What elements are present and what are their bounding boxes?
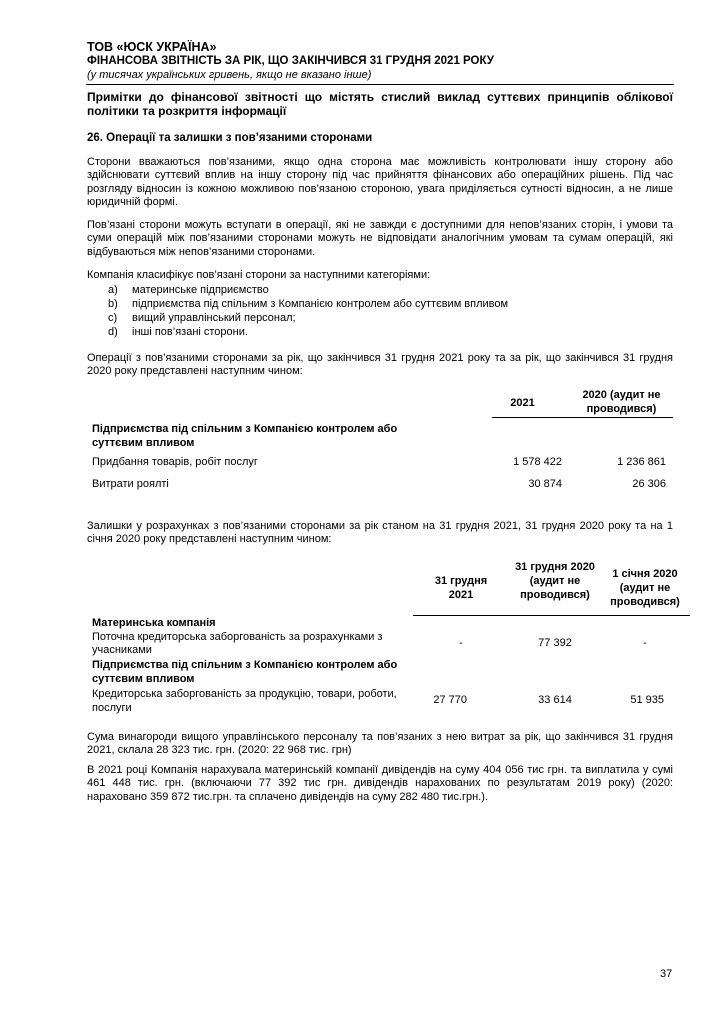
list-item-text: підприємства під спільним з Компанією контролем або суттєвим впливом — [132, 298, 509, 310]
paragraph-management-remuneration: Сума винагороди вищого управлінського персоналу та пов’язаних з нею витрат за рік, що закінчився 31 грудня 2021, склала 28 323 тис. грн. (2020: 22 968 тис. грн) — [87, 731, 673, 757]
table-header-2021: 2021 — [510, 397, 535, 409]
table-row-label: Придбання товарів, робіт послуг — [92, 456, 258, 468]
list-item — [108, 283, 508, 297]
table-group-label: Материнська компанія — [92, 617, 216, 629]
paragraph-dividends: В 2021 році Компанія нарахувала материнській компанії дивідендів на суму 404 056 тис грн. та виплатила у сумі 461 448 тис. грн. (включаючи 77 392 тис грн. дивідендів нарахованих по результатам 2019 року) (2020: нараховано 359 872 тис.грн. та сплачено дивідендів на суму 282 480 тис.грн.). — [87, 764, 673, 803]
list-marker: c) — [108, 312, 118, 324]
table-row-label: Витрати роялті — [92, 478, 169, 490]
list-marker: a) — [108, 284, 118, 296]
table-cell-2021: 1 578 422 — [513, 456, 562, 468]
table-header-rule — [492, 417, 673, 418]
page-number: 37 — [660, 968, 673, 980]
table-cell-dec-2021: - — [459, 637, 463, 649]
table-cell-2021: 30 874 — [528, 478, 562, 490]
table-group-label: Підприємства під спільним з Компанією контролем або суттєвим впливом — [92, 423, 398, 449]
table-cell-dec-2020: 77 392 — [538, 637, 572, 649]
paragraph-balances-intro: Залишки у розрахунках з пов’язаними сторонами за рік станом на 31 грудня 2021, 31 грудня 2020 року та на 1 січня 2020 року представлені наступним чином: — [87, 520, 673, 546]
list-item-text: інші пов’язані сторони. — [132, 326, 248, 338]
paragraph-categories-intro: Компанія класифікує пов’язані сторони за наступними категоріями: — [87, 269, 431, 281]
header-divider — [86, 84, 674, 85]
table-cell-dec-2020: 33 614 — [538, 694, 572, 706]
table-header-jan-2020: 1 січня 2020 (аудит не проводився) — [610, 568, 680, 608]
list-item — [108, 297, 508, 311]
paragraph-related-parties-definition: Сторони вважаються пов’язаними, якщо одна сторона має можливість контролювати іншу сторону або здійснювати суттєвий вплив на іншу сторону під час прийняття фінансових або операційних рішень. Під час розгляду відносин із кожною можливою пов’язаною стороною, увага приділяється сутності відносин, а не лише юридичній формі. — [87, 156, 673, 208]
table-cell-dec-2021: 27 770 — [433, 694, 467, 706]
report-title: ФІНАНСОВА ЗВІТНІСТЬ ЗА РІК, ЩО ЗАКІНЧИВСЯ 31 ГРУДНЯ 2021 РОКУ — [87, 55, 494, 67]
list-item — [108, 311, 508, 325]
table-cell-jan-2020: 51 935 — [630, 694, 664, 706]
list-item — [108, 325, 508, 339]
list-item-text: материнське підприємство — [132, 284, 269, 296]
list-marker: d) — [108, 326, 118, 338]
table-cell-jan-2020: - — [643, 637, 647, 649]
list-marker: b) — [108, 298, 118, 310]
units-note: (у тисячах українських гривень, якщо не вказано інше) — [87, 69, 372, 81]
table-cell-2020: 1 236 861 — [617, 456, 666, 468]
list-item-text: вищий управлінський персонал; — [132, 312, 296, 324]
notes-heading: Примітки до фінансової звітності що містять стислий виклад суттєвих принципів облікової політики та розкриття інформації — [87, 90, 673, 118]
table-header-dec-2021: 31 грудня 2021 — [434, 575, 488, 601]
table-header-dec-2020: 31 грудня 2020 (аудит не проводився) — [515, 561, 595, 601]
table-group-label: Підприємства під спільним з Компанією контролем або суттєвим впливом — [92, 659, 398, 685]
paragraph-operations-intro: Операції з пов’язаними сторонами за рік, що закінчився 31 грудня 2021 року та за рік, що закінчився 31 грудня 2020 року представлені наступним чином: — [87, 352, 673, 378]
table-header-2020: 2020 (аудит не проводився) — [582, 389, 661, 415]
table-header-rule — [413, 615, 690, 616]
company-name: ТОВ «ЮСК УКРАЇНА» — [87, 40, 217, 54]
paragraph-related-parties-operations: Пов’язані сторони можуть вступати в операції, які не завжди є доступними для непов’язаних сторін, і умови та суми операцій між пов’язаними сторонами можуть не відповідати аналогічним умовам та сумам операцій, які відбуваються між непов’язаними сторонами. — [87, 219, 673, 258]
table-row-label: Кредиторська заборгованість за продукцію, товари, роботи, послуги — [92, 688, 397, 714]
section-heading: 26. Операції та залишки з пов’язаними сторонами — [87, 132, 373, 144]
table-row-label: Поточна кредиторська заборгованість за розрахунками з учасниками — [92, 631, 383, 656]
category-list — [108, 283, 508, 339]
table-cell-2020: 26 306 — [632, 478, 666, 490]
